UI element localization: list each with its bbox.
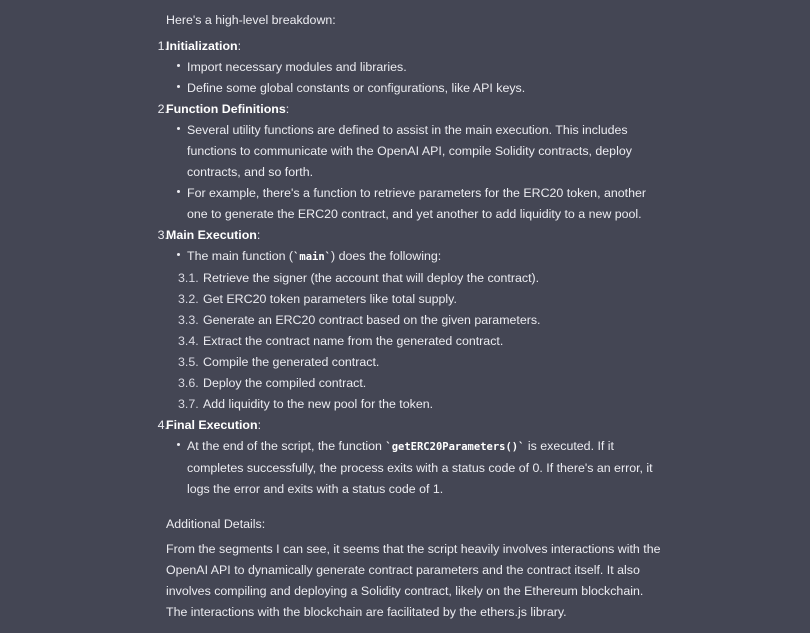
step-text: Retrieve the signer (the account that will deploy the contract). (203, 271, 540, 285)
step-number: 3.4. (178, 334, 199, 348)
section-initialization (157, 36, 666, 99)
list-item: Import necessary modules and libraries. (166, 57, 666, 78)
step-text: Deploy the compiled contract. (203, 376, 367, 390)
title-colon: : (285, 102, 290, 116)
breakdown-list (157, 36, 666, 500)
step-number: 3.1. (178, 271, 199, 285)
details-paragraph: From the segments I can see, it seems that the script heavily involves interactions with the OpenAI API to dynamically generate contract parameters and the contract itself. It also involves compiling and deploying a Solidity contract, likely on the Ethereum blockchain. The interactions with the blockchain are facilitated by the ethers.js library. (166, 542, 661, 619)
step-text: Extract the contract name from the generated contract. (203, 334, 504, 348)
step-text: Generate an ERC20 contract based on the given parameters. (203, 313, 541, 327)
section-title: Function Definitions (166, 102, 286, 116)
section-number: 2. (157, 102, 168, 116)
step-text: Compile the generated contract. (203, 355, 380, 369)
step-number: 3.3. (178, 313, 199, 327)
section-number: 1. (157, 39, 168, 53)
section-title: Main Execution (166, 228, 257, 242)
bullet-text: is executed. If it completes successfully, the process exits with a status code of 0. If there's an error, it logs the error and exits with a status code of 1. (187, 439, 653, 496)
step-number: 3.5. (178, 355, 199, 369)
list-item: For example, there's a function to retrieve parameters for the ERC20 token, another one to generate the ERC20 contract, and yet another to add liquidity to a new pool. (166, 183, 666, 225)
section-number: 3. (157, 228, 168, 242)
list-item: Several utility functions are defined to assist in the main execution. This includes functions to communicate with the OpenAI API, compile Solidity contracts, deploy contracts, and so forth. (166, 120, 666, 183)
list-item (166, 331, 666, 352)
bullet-list (166, 57, 666, 99)
list-item (166, 246, 666, 268)
list-item (166, 268, 666, 289)
list-item (166, 352, 666, 373)
steps-list (166, 268, 666, 415)
bullet-text: At the end of the script, the function (187, 439, 386, 453)
bullet-list (166, 436, 666, 500)
step-number: 3.6. (178, 376, 199, 390)
section-final-execution (157, 415, 666, 500)
step-text: Add liquidity to the new pool for the token. (203, 397, 434, 411)
bullet-text: ) does the following: (331, 249, 442, 263)
section-title: Final Execution (166, 418, 258, 432)
title-colon: : (257, 418, 262, 432)
list-item (166, 436, 666, 500)
list-item (166, 289, 666, 310)
title-colon: : (237, 39, 242, 53)
bullet-text: The main function ( (187, 249, 294, 263)
section-title: Initialization (166, 39, 238, 53)
section-function-definitions (157, 99, 666, 225)
section-number: 4. (157, 418, 168, 432)
bullet-list (166, 246, 666, 268)
title-colon: : (256, 228, 261, 242)
step-number: 3.2. (178, 292, 199, 306)
inline-code: `main` (293, 251, 331, 263)
inline-code: `getERC20Parameters()` (385, 441, 525, 453)
step-text: Get ERC20 token parameters like total supply. (203, 292, 457, 306)
list-item (166, 310, 666, 331)
step-number: 3.7. (178, 397, 199, 411)
list-item (166, 373, 666, 394)
list-item: Define some global constants or configurations, like API keys. (166, 78, 666, 99)
details-heading: Additional Details: (166, 517, 266, 531)
bullet-list (166, 120, 666, 225)
list-item (166, 394, 666, 415)
intro-text: Here's a high-level breakdown: (166, 13, 336, 27)
section-main-execution (157, 225, 666, 415)
